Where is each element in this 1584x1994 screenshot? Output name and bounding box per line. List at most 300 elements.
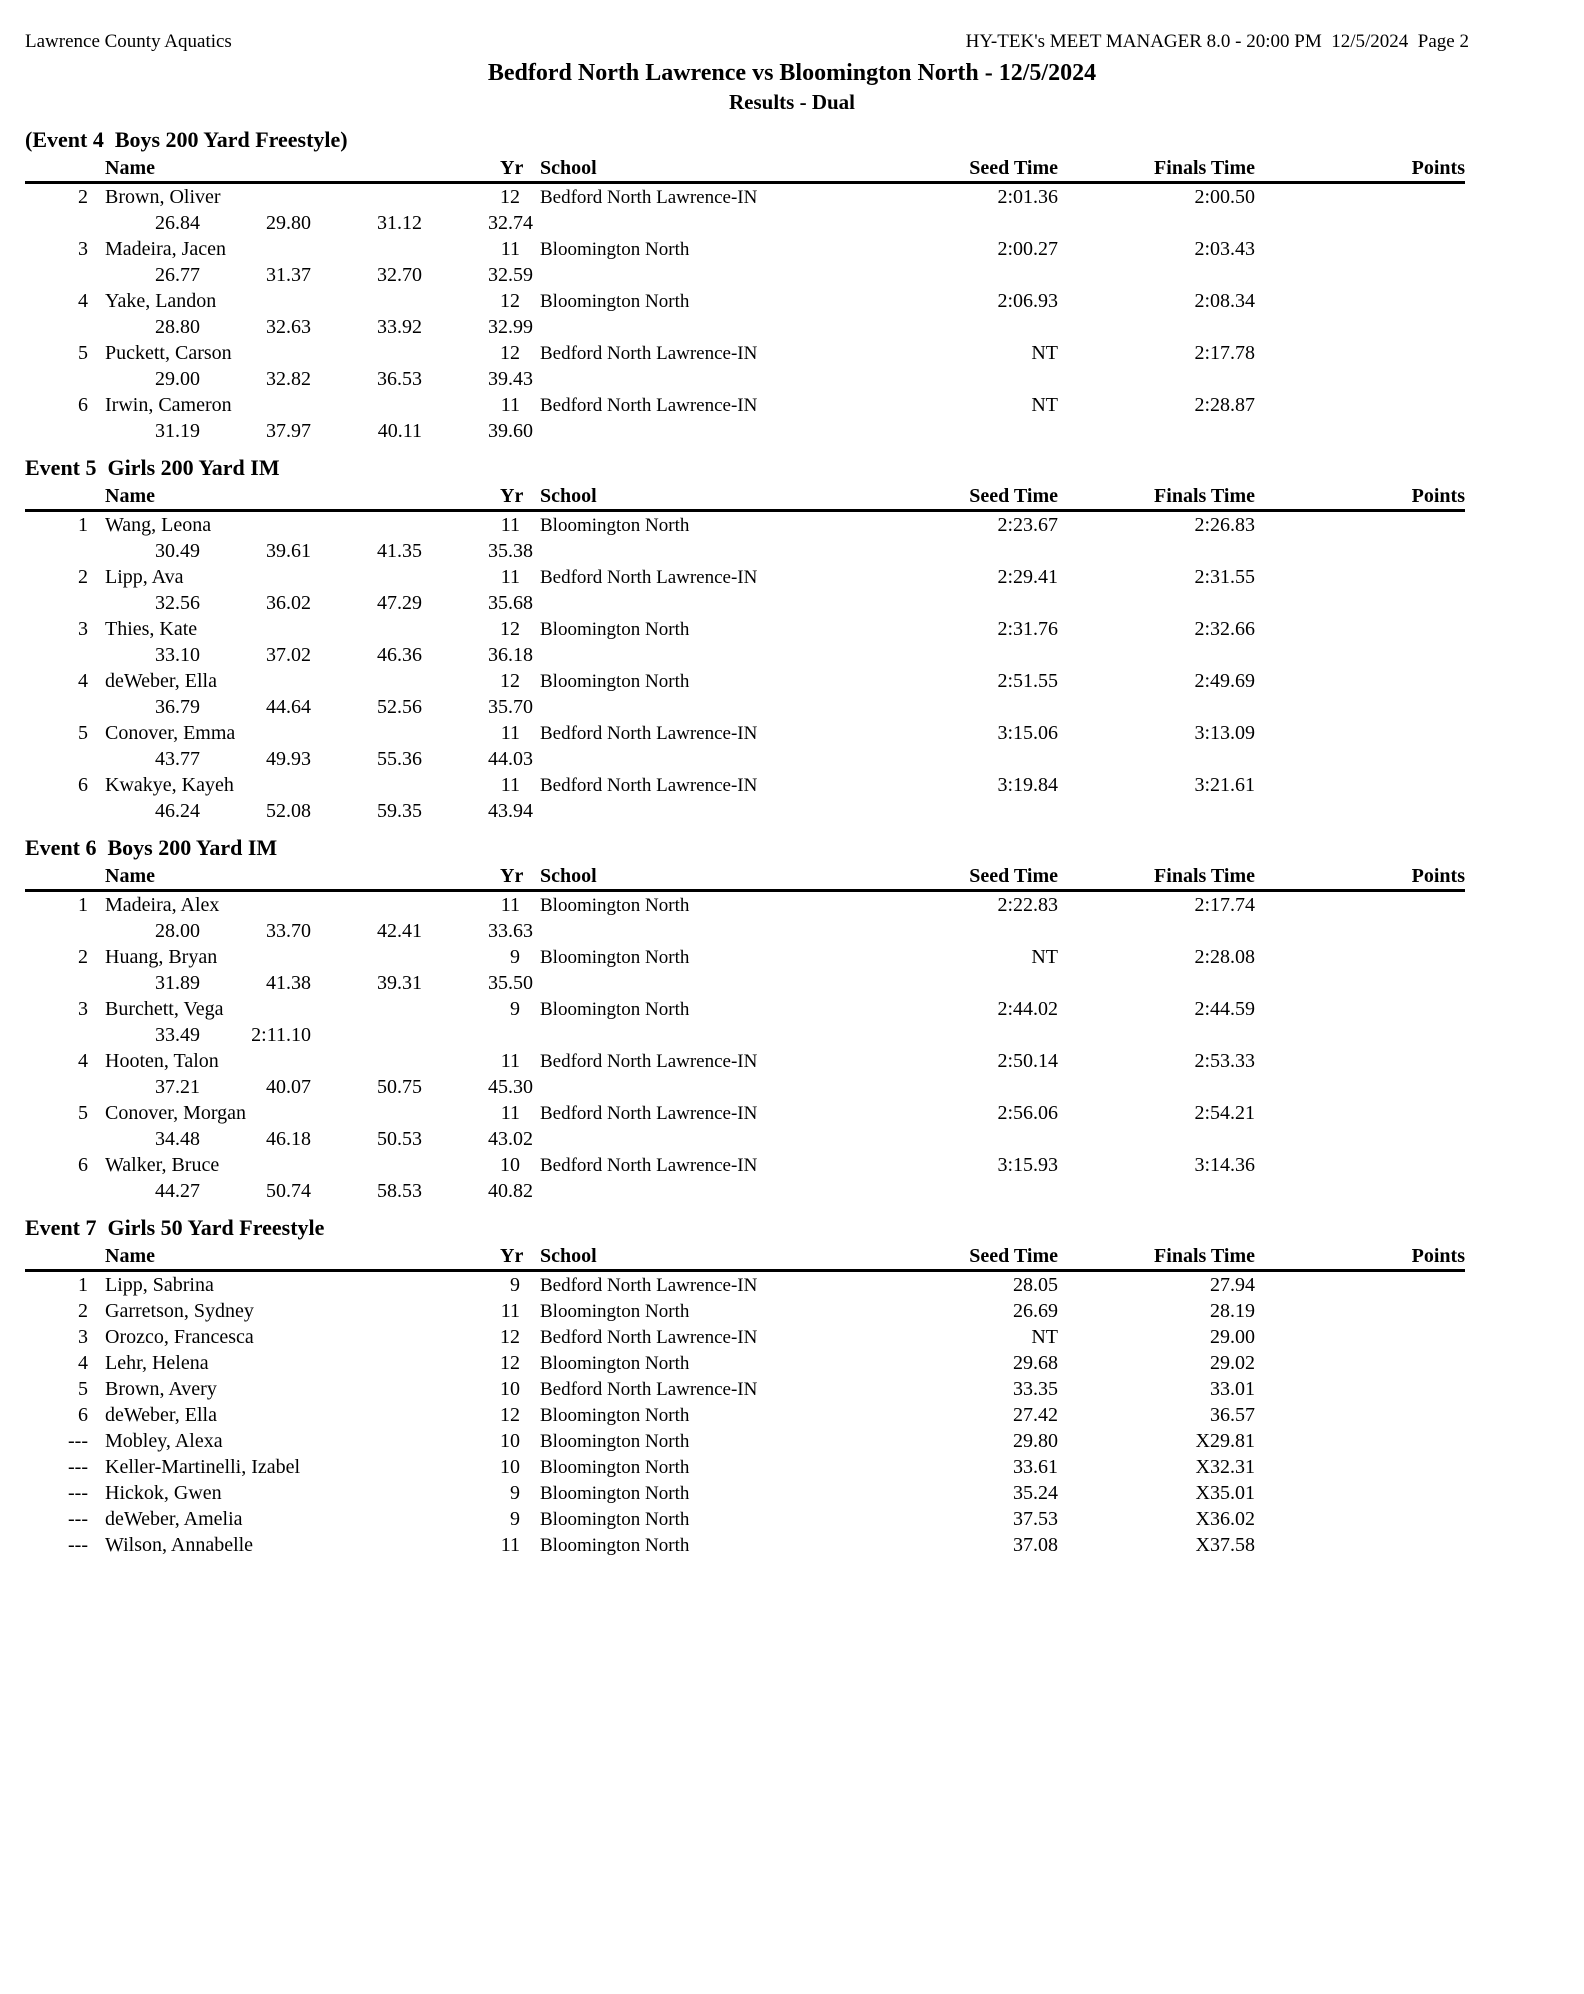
result-seed-time: 2:51.55 bbox=[997, 670, 1058, 692]
result-seed-time: 28.05 bbox=[1013, 1274, 1058, 1296]
result-seed-time: 37.08 bbox=[1013, 1534, 1058, 1556]
result-year: 12 bbox=[500, 290, 520, 312]
col-header-finals-time: Finals Time bbox=[1154, 157, 1255, 179]
result-place: 6 bbox=[78, 1404, 88, 1426]
result-row bbox=[25, 184, 1465, 210]
result-seed-time: 2:31.76 bbox=[997, 618, 1058, 640]
meet-title: Bedford North Lawrence vs Bloomington North - 12/5/2024 bbox=[487, 60, 1097, 86]
split-time: 32.63 bbox=[266, 316, 311, 338]
result-finals-time: X32.31 bbox=[1195, 1456, 1255, 1478]
result-swimmer-name: Madeira, Alex bbox=[105, 894, 220, 916]
col-header-yr: Yr bbox=[500, 485, 524, 507]
result-seed-time: 2:44.02 bbox=[997, 998, 1058, 1020]
result-year: 11 bbox=[500, 1300, 520, 1322]
result-school: Bedford North Lawrence-IN bbox=[540, 567, 758, 588]
event-body bbox=[25, 184, 1465, 444]
result-finals-time: 2:32.66 bbox=[1194, 618, 1255, 640]
split-time: 32.59 bbox=[488, 264, 533, 286]
result-finals-time: 2:28.87 bbox=[1194, 394, 1255, 416]
result-row bbox=[25, 1402, 1465, 1428]
result-finals-time: 2:17.74 bbox=[1194, 894, 1255, 916]
split-time: 35.68 bbox=[488, 592, 533, 614]
result-seed-time: 2:56.06 bbox=[997, 1102, 1058, 1124]
result-school: Bedford North Lawrence-IN bbox=[540, 1103, 758, 1124]
result-year: 12 bbox=[500, 618, 520, 640]
result-row bbox=[25, 288, 1465, 314]
result-school: Bloomington North bbox=[540, 1457, 690, 1478]
result-swimmer-name: Lipp, Sabrina bbox=[105, 1274, 214, 1296]
split-time: 28.00 bbox=[155, 920, 200, 942]
result-swimmer-name: deWeber, Ella bbox=[105, 670, 217, 692]
split-time: 47.29 bbox=[377, 592, 422, 614]
result-school: Bedford North Lawrence-IN bbox=[540, 343, 758, 364]
result-school: Bedford North Lawrence-IN bbox=[540, 1051, 758, 1072]
col-header-seed-time: Seed Time bbox=[969, 865, 1058, 887]
result-school: Bedford North Lawrence-IN bbox=[540, 187, 758, 208]
result-school: Bloomington North bbox=[540, 515, 690, 536]
result-finals-time: 33.01 bbox=[1210, 1378, 1255, 1400]
table-header-row bbox=[25, 1243, 1465, 1272]
result-row bbox=[25, 772, 1465, 798]
split-time: 52.08 bbox=[266, 800, 311, 822]
result-place: --- bbox=[68, 1534, 88, 1556]
split-time: 36.18 bbox=[488, 644, 533, 666]
result-year: 11 bbox=[500, 1050, 520, 1072]
result-place: 3 bbox=[78, 238, 88, 260]
split-time: 50.74 bbox=[266, 1180, 311, 1202]
split-time: 44.64 bbox=[266, 696, 311, 718]
result-year: 11 bbox=[500, 238, 520, 260]
result-finals-time: 2:26.83 bbox=[1194, 514, 1255, 536]
result-year: 12 bbox=[500, 342, 520, 364]
split-time: 31.37 bbox=[266, 264, 311, 286]
splits-row bbox=[105, 366, 1465, 392]
result-seed-time: 29.68 bbox=[1013, 1352, 1058, 1374]
event-section bbox=[25, 125, 1465, 444]
result-swimmer-name: Yake, Landon bbox=[105, 290, 217, 312]
result-year: 11 bbox=[500, 1534, 520, 1556]
result-finals-time: 3:21.61 bbox=[1194, 774, 1255, 796]
result-row bbox=[25, 564, 1465, 590]
result-year: 9 bbox=[510, 946, 520, 968]
event-section bbox=[25, 1213, 1465, 1558]
result-seed-time: 2:50.14 bbox=[997, 1050, 1058, 1072]
split-time: 37.97 bbox=[266, 420, 311, 442]
split-time: 41.38 bbox=[266, 972, 311, 994]
result-row bbox=[25, 720, 1465, 746]
split-time: 29.00 bbox=[155, 368, 200, 390]
result-school: Bloomington North bbox=[540, 239, 690, 260]
col-header-yr: Yr bbox=[500, 865, 524, 887]
result-swimmer-name: Thies, Kate bbox=[105, 618, 198, 640]
result-row bbox=[25, 1152, 1465, 1178]
event-body bbox=[25, 1272, 1465, 1558]
split-time: 26.84 bbox=[155, 212, 200, 234]
result-swimmer-name: deWeber, Amelia bbox=[105, 1508, 243, 1530]
table-header-row bbox=[25, 483, 1465, 512]
result-seed-time: 2:00.27 bbox=[997, 238, 1058, 260]
result-seed-time: 33.35 bbox=[1013, 1378, 1058, 1400]
split-time: 46.36 bbox=[377, 644, 422, 666]
result-finals-time: 2:28.08 bbox=[1194, 946, 1255, 968]
result-seed-time: NT bbox=[1031, 394, 1058, 416]
split-time: 39.43 bbox=[488, 368, 533, 390]
split-time: 2:11.10 bbox=[251, 1024, 311, 1046]
split-time: 58.53 bbox=[377, 1180, 422, 1202]
result-school: Bloomington North bbox=[540, 619, 690, 640]
result-year: 11 bbox=[500, 394, 520, 416]
col-header-points: Points bbox=[1411, 865, 1465, 887]
result-place: 2 bbox=[78, 566, 88, 588]
result-school: Bloomington North bbox=[540, 1405, 690, 1426]
split-time: 55.36 bbox=[377, 748, 422, 770]
result-finals-time: 2:54.21 bbox=[1194, 1102, 1255, 1124]
result-swimmer-name: Hickok, Gwen bbox=[105, 1482, 222, 1504]
result-place: --- bbox=[68, 1456, 88, 1478]
splits-row bbox=[105, 970, 1465, 996]
result-seed-time: 35.24 bbox=[1013, 1482, 1058, 1504]
table-header-row bbox=[25, 863, 1465, 892]
result-place: 4 bbox=[78, 290, 88, 312]
splits-row bbox=[105, 210, 1465, 236]
result-year: 12 bbox=[500, 1404, 520, 1426]
result-school: Bloomington North bbox=[540, 1483, 690, 1504]
result-place: 1 bbox=[78, 1274, 88, 1296]
split-time: 43.02 bbox=[488, 1128, 533, 1150]
split-time: 34.48 bbox=[155, 1128, 200, 1150]
col-header-seed-time: Seed Time bbox=[969, 485, 1058, 507]
result-place: --- bbox=[68, 1508, 88, 1530]
result-year: 10 bbox=[500, 1154, 520, 1176]
result-seed-time: 2:06.93 bbox=[997, 290, 1058, 312]
result-swimmer-name: Brown, Avery bbox=[105, 1378, 217, 1400]
report-subtitle: Results - Dual bbox=[728, 90, 855, 114]
result-finals-time: 29.02 bbox=[1210, 1352, 1255, 1374]
events bbox=[25, 125, 1465, 1558]
result-school: Bedford North Lawrence-IN bbox=[540, 723, 758, 744]
result-swimmer-name: Orozco, Francesca bbox=[105, 1326, 254, 1348]
split-time: 39.60 bbox=[488, 420, 533, 442]
result-finals-time: 2:17.78 bbox=[1194, 342, 1255, 364]
result-row bbox=[25, 392, 1465, 418]
result-year: 11 bbox=[500, 1102, 520, 1124]
split-time: 36.53 bbox=[377, 368, 422, 390]
splits-row bbox=[105, 746, 1465, 772]
event-section bbox=[25, 453, 1465, 824]
result-place: 5 bbox=[78, 342, 88, 364]
col-header-finals-time: Finals Time bbox=[1154, 865, 1255, 887]
result-year: 11 bbox=[500, 514, 520, 536]
result-place: 5 bbox=[78, 1378, 88, 1400]
result-swimmer-name: Garretson, Sydney bbox=[105, 1300, 254, 1322]
col-header-school: School bbox=[540, 1245, 597, 1267]
result-row bbox=[25, 668, 1465, 694]
col-header-school: School bbox=[540, 865, 597, 887]
col-header-yr: Yr bbox=[500, 157, 524, 179]
split-time: 32.99 bbox=[488, 316, 533, 338]
result-row bbox=[25, 512, 1465, 538]
result-swimmer-name: Wang, Leona bbox=[105, 514, 212, 536]
result-seed-time: 37.53 bbox=[1013, 1508, 1058, 1530]
result-seed-time: 3:19.84 bbox=[997, 774, 1058, 796]
result-year: 10 bbox=[500, 1456, 520, 1478]
result-row bbox=[25, 1298, 1465, 1324]
split-time: 44.27 bbox=[155, 1180, 200, 1202]
result-school: Bloomington North bbox=[540, 895, 690, 916]
result-year: 12 bbox=[500, 670, 520, 692]
result-place: 2 bbox=[78, 186, 88, 208]
split-time: 39.31 bbox=[377, 972, 422, 994]
event-title: Event 5 Girls 200 Yard IM bbox=[25, 455, 280, 480]
result-year: 10 bbox=[500, 1378, 520, 1400]
result-place: 3 bbox=[78, 618, 88, 640]
split-time: 31.19 bbox=[155, 420, 200, 442]
result-school: Bedford North Lawrence-IN bbox=[540, 1327, 758, 1348]
result-place: --- bbox=[68, 1430, 88, 1452]
splits-row bbox=[105, 1074, 1465, 1100]
event-title: Event 7 Girls 50 Yard Freestyle bbox=[25, 1215, 325, 1240]
split-time: 29.80 bbox=[266, 212, 311, 234]
split-time: 36.02 bbox=[266, 592, 311, 614]
result-year: 12 bbox=[500, 1352, 520, 1374]
result-school: Bloomington North bbox=[540, 671, 690, 692]
result-row bbox=[25, 236, 1465, 262]
result-place: 4 bbox=[78, 1352, 88, 1374]
col-header-points: Points bbox=[1411, 485, 1465, 507]
result-finals-time: 2:00.50 bbox=[1194, 186, 1255, 208]
split-time: 32.82 bbox=[266, 368, 311, 390]
result-year: 11 bbox=[500, 774, 520, 796]
split-time: 32.70 bbox=[377, 264, 422, 286]
result-year: 9 bbox=[510, 998, 520, 1020]
result-row bbox=[25, 1428, 1465, 1454]
split-time: 33.70 bbox=[266, 920, 311, 942]
splits-row bbox=[105, 798, 1465, 824]
result-school: Bloomington North bbox=[540, 291, 690, 312]
event-title: (Event 4 Boys 200 Yard Freestyle) bbox=[25, 127, 348, 152]
split-time: 35.50 bbox=[488, 972, 533, 994]
result-finals-time: 2:08.34 bbox=[1194, 290, 1255, 312]
result-seed-time: 29.80 bbox=[1013, 1430, 1058, 1452]
result-swimmer-name: Hooten, Talon bbox=[105, 1050, 219, 1072]
result-seed-time: 26.69 bbox=[1013, 1300, 1058, 1322]
splits-row bbox=[105, 418, 1465, 444]
split-time: 59.35 bbox=[377, 800, 422, 822]
split-time: 42.41 bbox=[377, 920, 422, 942]
split-time: 33.10 bbox=[155, 644, 200, 666]
split-time: 52.56 bbox=[377, 696, 422, 718]
result-swimmer-name: Puckett, Carson bbox=[105, 342, 232, 364]
result-finals-time: 2:53.33 bbox=[1194, 1050, 1255, 1072]
result-year: 11 bbox=[500, 566, 520, 588]
result-seed-time: NT bbox=[1031, 342, 1058, 364]
result-row bbox=[25, 944, 1465, 970]
result-row bbox=[25, 1048, 1465, 1074]
splits-row bbox=[105, 314, 1465, 340]
result-swimmer-name: Madeira, Jacen bbox=[105, 238, 227, 260]
event-title: Event 6 Boys 200 Yard IM bbox=[25, 835, 278, 860]
result-place: 5 bbox=[78, 1102, 88, 1124]
split-time: 39.61 bbox=[266, 540, 311, 562]
col-header-name: Name bbox=[105, 157, 155, 179]
result-place: 2 bbox=[78, 946, 88, 968]
table-header-row bbox=[25, 155, 1465, 184]
result-row bbox=[25, 1100, 1465, 1126]
col-header-name: Name bbox=[105, 485, 155, 507]
split-time: 31.12 bbox=[377, 212, 422, 234]
result-swimmer-name: Walker, Bruce bbox=[105, 1154, 220, 1176]
split-time: 50.75 bbox=[377, 1076, 422, 1098]
result-swimmer-name: deWeber, Ella bbox=[105, 1404, 217, 1426]
result-row bbox=[25, 1272, 1465, 1298]
result-place: --- bbox=[68, 1482, 88, 1504]
split-time: 33.49 bbox=[155, 1024, 200, 1046]
result-school: Bedford North Lawrence-IN bbox=[540, 395, 758, 416]
col-header-points: Points bbox=[1411, 1245, 1465, 1267]
result-finals-time: X35.01 bbox=[1195, 1482, 1255, 1504]
result-school: Bloomington North bbox=[540, 1509, 690, 1530]
result-swimmer-name: Conover, Emma bbox=[105, 722, 236, 744]
split-time: 43.77 bbox=[155, 748, 200, 770]
result-row bbox=[25, 1506, 1465, 1532]
result-finals-time: 2:31.55 bbox=[1194, 566, 1255, 588]
result-place: 4 bbox=[78, 670, 88, 692]
result-swimmer-name: Burchett, Vega bbox=[105, 998, 224, 1020]
result-year: 9 bbox=[510, 1274, 520, 1296]
result-finals-time: 36.57 bbox=[1210, 1404, 1255, 1426]
result-seed-time: 2:29.41 bbox=[997, 566, 1058, 588]
result-row bbox=[25, 1532, 1465, 1558]
report-generator-timestamp: HY-TEK's MEET MANAGER 8.0 - 20:00 PM 12/5/2024 Page 2 bbox=[965, 31, 1469, 52]
splits-row bbox=[105, 694, 1465, 720]
splits-row bbox=[105, 590, 1465, 616]
result-school: Bedford North Lawrence-IN bbox=[540, 1379, 758, 1400]
result-finals-time: 27.94 bbox=[1210, 1274, 1255, 1296]
result-seed-time: 2:22.83 bbox=[997, 894, 1058, 916]
result-place: 6 bbox=[78, 394, 88, 416]
result-row bbox=[25, 1324, 1465, 1350]
result-swimmer-name: Huang, Bryan bbox=[105, 946, 218, 968]
result-row bbox=[25, 892, 1465, 918]
col-header-school: School bbox=[540, 485, 597, 507]
result-school: Bloomington North bbox=[540, 1353, 690, 1374]
report-owner: Lawrence County Aquatics bbox=[25, 31, 232, 52]
result-finals-time: X37.58 bbox=[1195, 1534, 1255, 1556]
col-header-seed-time: Seed Time bbox=[969, 157, 1058, 179]
split-time: 40.07 bbox=[266, 1076, 311, 1098]
col-header-name: Name bbox=[105, 865, 155, 887]
split-time: 35.38 bbox=[488, 540, 533, 562]
split-time: 46.24 bbox=[155, 800, 200, 822]
result-school: Bloomington North bbox=[540, 947, 690, 968]
result-finals-time: 3:14.36 bbox=[1194, 1154, 1255, 1176]
col-header-yr: Yr bbox=[500, 1245, 524, 1267]
result-year: 12 bbox=[500, 1326, 520, 1348]
split-time: 33.63 bbox=[488, 920, 533, 942]
result-seed-time: NT bbox=[1031, 1326, 1058, 1348]
result-school: Bedford North Lawrence-IN bbox=[540, 775, 758, 796]
result-year: 11 bbox=[500, 722, 520, 744]
result-row bbox=[25, 616, 1465, 642]
result-swimmer-name: Irwin, Cameron bbox=[105, 394, 232, 416]
splits-row bbox=[105, 1178, 1465, 1204]
result-year: 9 bbox=[510, 1482, 520, 1504]
col-header-name: Name bbox=[105, 1245, 155, 1267]
result-seed-time: 27.42 bbox=[1013, 1404, 1058, 1426]
split-time: 45.30 bbox=[488, 1076, 533, 1098]
result-year: 10 bbox=[500, 1430, 520, 1452]
col-header-school: School bbox=[540, 157, 597, 179]
split-time: 37.02 bbox=[266, 644, 311, 666]
split-time: 35.70 bbox=[488, 696, 533, 718]
split-time: 37.21 bbox=[155, 1076, 200, 1098]
splits-row bbox=[105, 1022, 1465, 1048]
result-finals-time: 2:03.43 bbox=[1194, 238, 1255, 260]
result-place: 1 bbox=[78, 514, 88, 536]
result-seed-time: 2:01.36 bbox=[997, 186, 1058, 208]
result-place: 6 bbox=[78, 1154, 88, 1176]
result-finals-time: 29.00 bbox=[1210, 1326, 1255, 1348]
result-school: Bloomington North bbox=[540, 1535, 690, 1556]
splits-row bbox=[105, 918, 1465, 944]
result-school: Bloomington North bbox=[540, 1301, 690, 1322]
result-swimmer-name: Lehr, Helena bbox=[105, 1352, 209, 1374]
result-swimmer-name: Keller-Martinelli, Izabel bbox=[105, 1456, 301, 1478]
result-school: Bedford North Lawrence-IN bbox=[540, 1155, 758, 1176]
result-row bbox=[25, 996, 1465, 1022]
result-school: Bloomington North bbox=[540, 999, 690, 1020]
split-time: 32.56 bbox=[155, 592, 200, 614]
split-time: 28.80 bbox=[155, 316, 200, 338]
result-swimmer-name: Conover, Morgan bbox=[105, 1102, 247, 1124]
page-header bbox=[25, 30, 1469, 54]
result-place: 6 bbox=[78, 774, 88, 796]
result-row bbox=[25, 340, 1465, 366]
result-year: 9 bbox=[510, 1508, 520, 1530]
split-time: 40.82 bbox=[488, 1180, 533, 1202]
split-time: 40.11 bbox=[377, 420, 422, 442]
result-row bbox=[25, 1350, 1465, 1376]
result-swimmer-name: Wilson, Annabelle bbox=[105, 1534, 254, 1556]
result-seed-time: 3:15.93 bbox=[997, 1154, 1058, 1176]
splits-row bbox=[105, 538, 1465, 564]
split-time: 43.94 bbox=[488, 800, 533, 822]
result-place: 5 bbox=[78, 722, 88, 744]
result-place: 2 bbox=[78, 1300, 88, 1322]
splits-row bbox=[105, 1126, 1465, 1152]
result-seed-time: 33.61 bbox=[1013, 1456, 1058, 1478]
result-year: 12 bbox=[500, 186, 520, 208]
result-place: 3 bbox=[78, 998, 88, 1020]
col-header-finals-time: Finals Time bbox=[1154, 485, 1255, 507]
result-seed-time: 2:23.67 bbox=[997, 514, 1058, 536]
result-school: Bedford North Lawrence-IN bbox=[540, 1275, 758, 1296]
result-finals-time: 2:44.59 bbox=[1194, 998, 1255, 1020]
split-time: 41.35 bbox=[377, 540, 422, 562]
split-time: 50.53 bbox=[377, 1128, 422, 1150]
result-year: 11 bbox=[500, 894, 520, 916]
col-header-points: Points bbox=[1411, 157, 1465, 179]
result-finals-time: 3:13.09 bbox=[1194, 722, 1255, 744]
result-swimmer-name: Kwakye, Kayeh bbox=[105, 774, 234, 796]
col-header-seed-time: Seed Time bbox=[969, 1245, 1058, 1267]
split-time: 36.79 bbox=[155, 696, 200, 718]
result-row bbox=[25, 1376, 1465, 1402]
split-time: 33.92 bbox=[377, 316, 422, 338]
result-finals-time: 28.19 bbox=[1210, 1300, 1255, 1322]
result-finals-time: 2:49.69 bbox=[1194, 670, 1255, 692]
splits-row bbox=[105, 262, 1465, 288]
